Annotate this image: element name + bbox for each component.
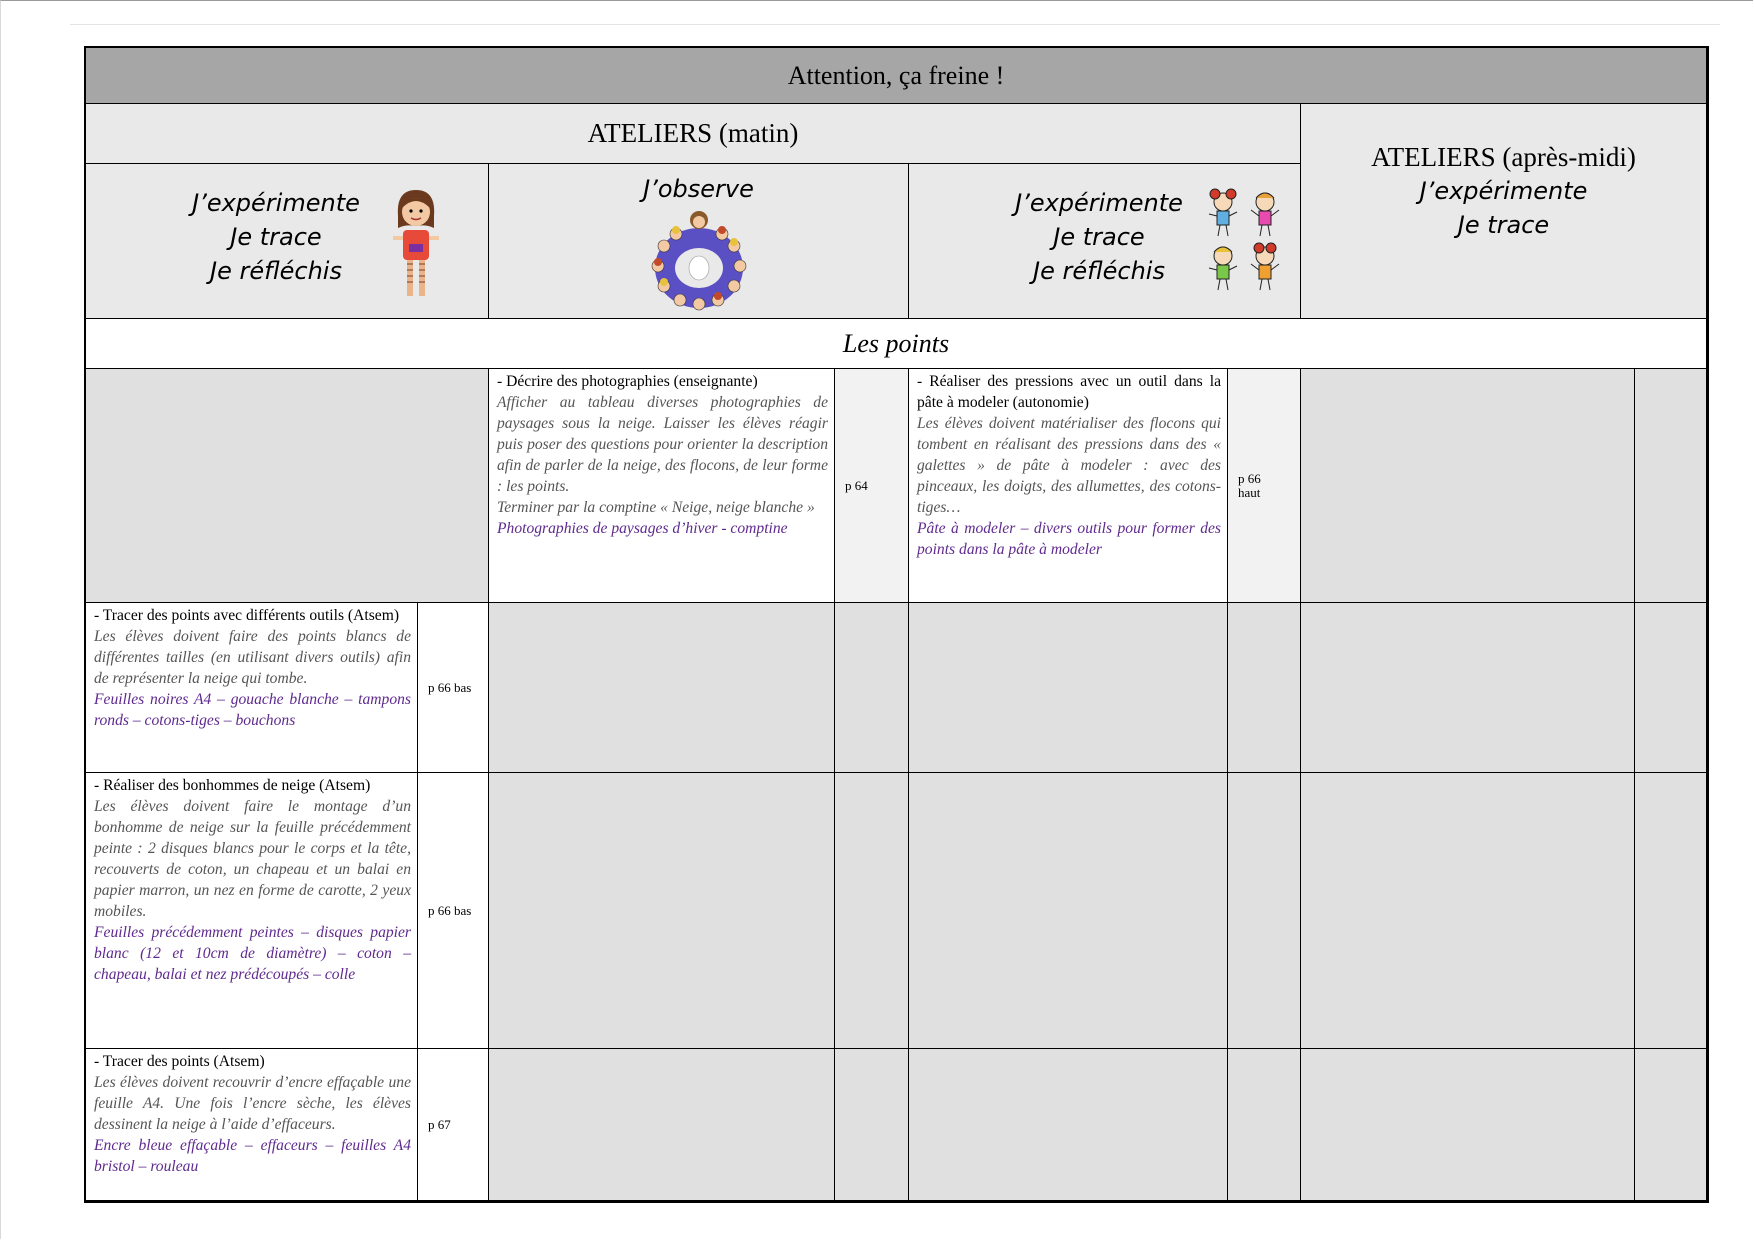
activity-heading: - Réaliser des pressions avec un outil dans la pâte à modeler (autonomie) (917, 373, 1221, 411)
activity-description: Les élèves doivent matérialiser des flocons qui tombent en réalisant des pressions dans des « galettes » de pâte à modeler : avec des pinceaux, les doigts, des allumettes, des cotons-tiges… (917, 415, 1221, 516)
activity-description: Afficher au tableau diverses photographies de paysages sous la neige. Laisser les élèves réagir puis poser des questions pour orienter la description afin de parler de la neige, des flocons, de leur forme : les points. (497, 394, 828, 495)
activity-tracer-outils (86, 603, 418, 773)
activity-heading: - Décrire des photographies (enseignante) (497, 373, 758, 390)
activity-description: Les élèves doivent recouvrir d’encre effaçable une feuille A4. Une fois l’encre sèche, les élèves dessinent la neige à l’aide d’effaceurs. (94, 1074, 411, 1133)
empty-cell (1301, 603, 1635, 773)
page-reference: p 66 bas (418, 603, 489, 773)
column-header-experiment (86, 164, 489, 319)
empty-cell (1228, 603, 1301, 773)
empty-cell (1228, 1049, 1301, 1201)
activity-bonhommes (86, 773, 418, 1049)
page-reference: p 67 (418, 1049, 489, 1201)
activity-description: Les élèves doivent faire des points blancs de différentes tailles (en utilisant divers outils) afin de représenter la neige qui tombe. (94, 628, 411, 687)
empty-cell (1301, 773, 1635, 1049)
section-title: Les points (86, 319, 1707, 369)
empty-cell (835, 1049, 909, 1201)
activity-pressions (909, 369, 1228, 603)
empty-cell (1635, 1049, 1707, 1201)
page-reference (1228, 369, 1301, 603)
activity-describe-photos (489, 369, 835, 603)
column-header-observe (489, 164, 909, 319)
afternoon-line-1: J’expérimente (1419, 177, 1588, 205)
empty-cell (1635, 369, 1707, 603)
page-number: p 66 (1238, 470, 1261, 486)
empty-cell (489, 1049, 835, 1201)
empty-cell (1228, 773, 1301, 1049)
afternoon-workshops-header (1301, 104, 1707, 319)
col3-line-1: J’expérimente (1015, 189, 1183, 217)
activity-heading: - Tracer des points (Atsem) (94, 1053, 265, 1070)
class-circle-icon (644, 206, 754, 316)
empty-cell (909, 603, 1228, 773)
table-title: Attention, ça freine ! (86, 48, 1707, 104)
empty-cell (1635, 603, 1707, 773)
activity-materials: Feuilles noires A4 – gouache blanche – tampons ronds – cotons-tiges – bouchons (94, 691, 411, 729)
activity-materials: Feuilles précédemment peintes – disques papier blanc (12 et 10cm de diamètre) – coton – chapeau, balai et nez prédécoupés – colle (94, 924, 411, 983)
activity-description: Les élèves doivent faire le montage d’un bonhomme de neige sur la feuille précédemment peinte : 2 disques blancs pour le corps et la tête, recouverts de coton, un chapeau et un balai en papier marron, un nez en forme de carotte, 2 yeux mobiles. (94, 798, 411, 920)
col1-line-2: Je trace (230, 223, 322, 251)
girl-icon (386, 186, 446, 306)
empty-cell (1301, 369, 1635, 603)
children-icon (1201, 186, 1291, 296)
col1-line-1: J’expérimente (192, 189, 360, 217)
page-position: haut (1238, 484, 1261, 500)
empty-cell (86, 369, 489, 603)
activity-materials: Pâte à modeler – divers outils pour former des points dans la pâte à modeler (917, 520, 1221, 558)
empty-cell (1635, 773, 1707, 1049)
col1-line-3: Je réfléchis (210, 257, 342, 285)
activity-tracer-encre (86, 1049, 418, 1201)
empty-cell (489, 603, 835, 773)
afternoon-title: ATELIERS (après-midi) (1371, 142, 1636, 172)
column-header-experiment-group (909, 164, 1301, 319)
empty-cell (835, 773, 909, 1049)
top-rule (70, 24, 1720, 25)
morning-workshops-header: ATELIERS (matin) (86, 104, 1301, 164)
page-reference: p 66 bas (418, 773, 489, 1049)
empty-cell (489, 773, 835, 1049)
empty-cell (909, 1049, 1228, 1201)
empty-cell (909, 773, 1228, 1049)
page-reference: p 64 (835, 369, 909, 603)
activity-materials: Encre bleue effaçable – effaceurs – feuilles A4 bristol – rouleau (94, 1137, 411, 1175)
activity-materials: Photographies de paysages d’hiver - comptine (497, 520, 788, 537)
col3-line-2: Je trace (1053, 223, 1145, 251)
col2-label: J’observe (643, 175, 754, 203)
planning-table (84, 46, 1709, 1203)
empty-cell (1301, 1049, 1635, 1201)
activity-description-2: Terminer par la comptine « Neige, neige blanche » (497, 499, 815, 516)
afternoon-line-2: Je trace (1457, 211, 1550, 239)
empty-cell (835, 603, 909, 773)
activity-heading: - Tracer des points avec différents outils (Atsem) (94, 607, 400, 624)
col3-line-3: Je réfléchis (1033, 257, 1165, 285)
activity-heading: - Réaliser des bonhommes de neige (Atsem) (94, 777, 371, 794)
